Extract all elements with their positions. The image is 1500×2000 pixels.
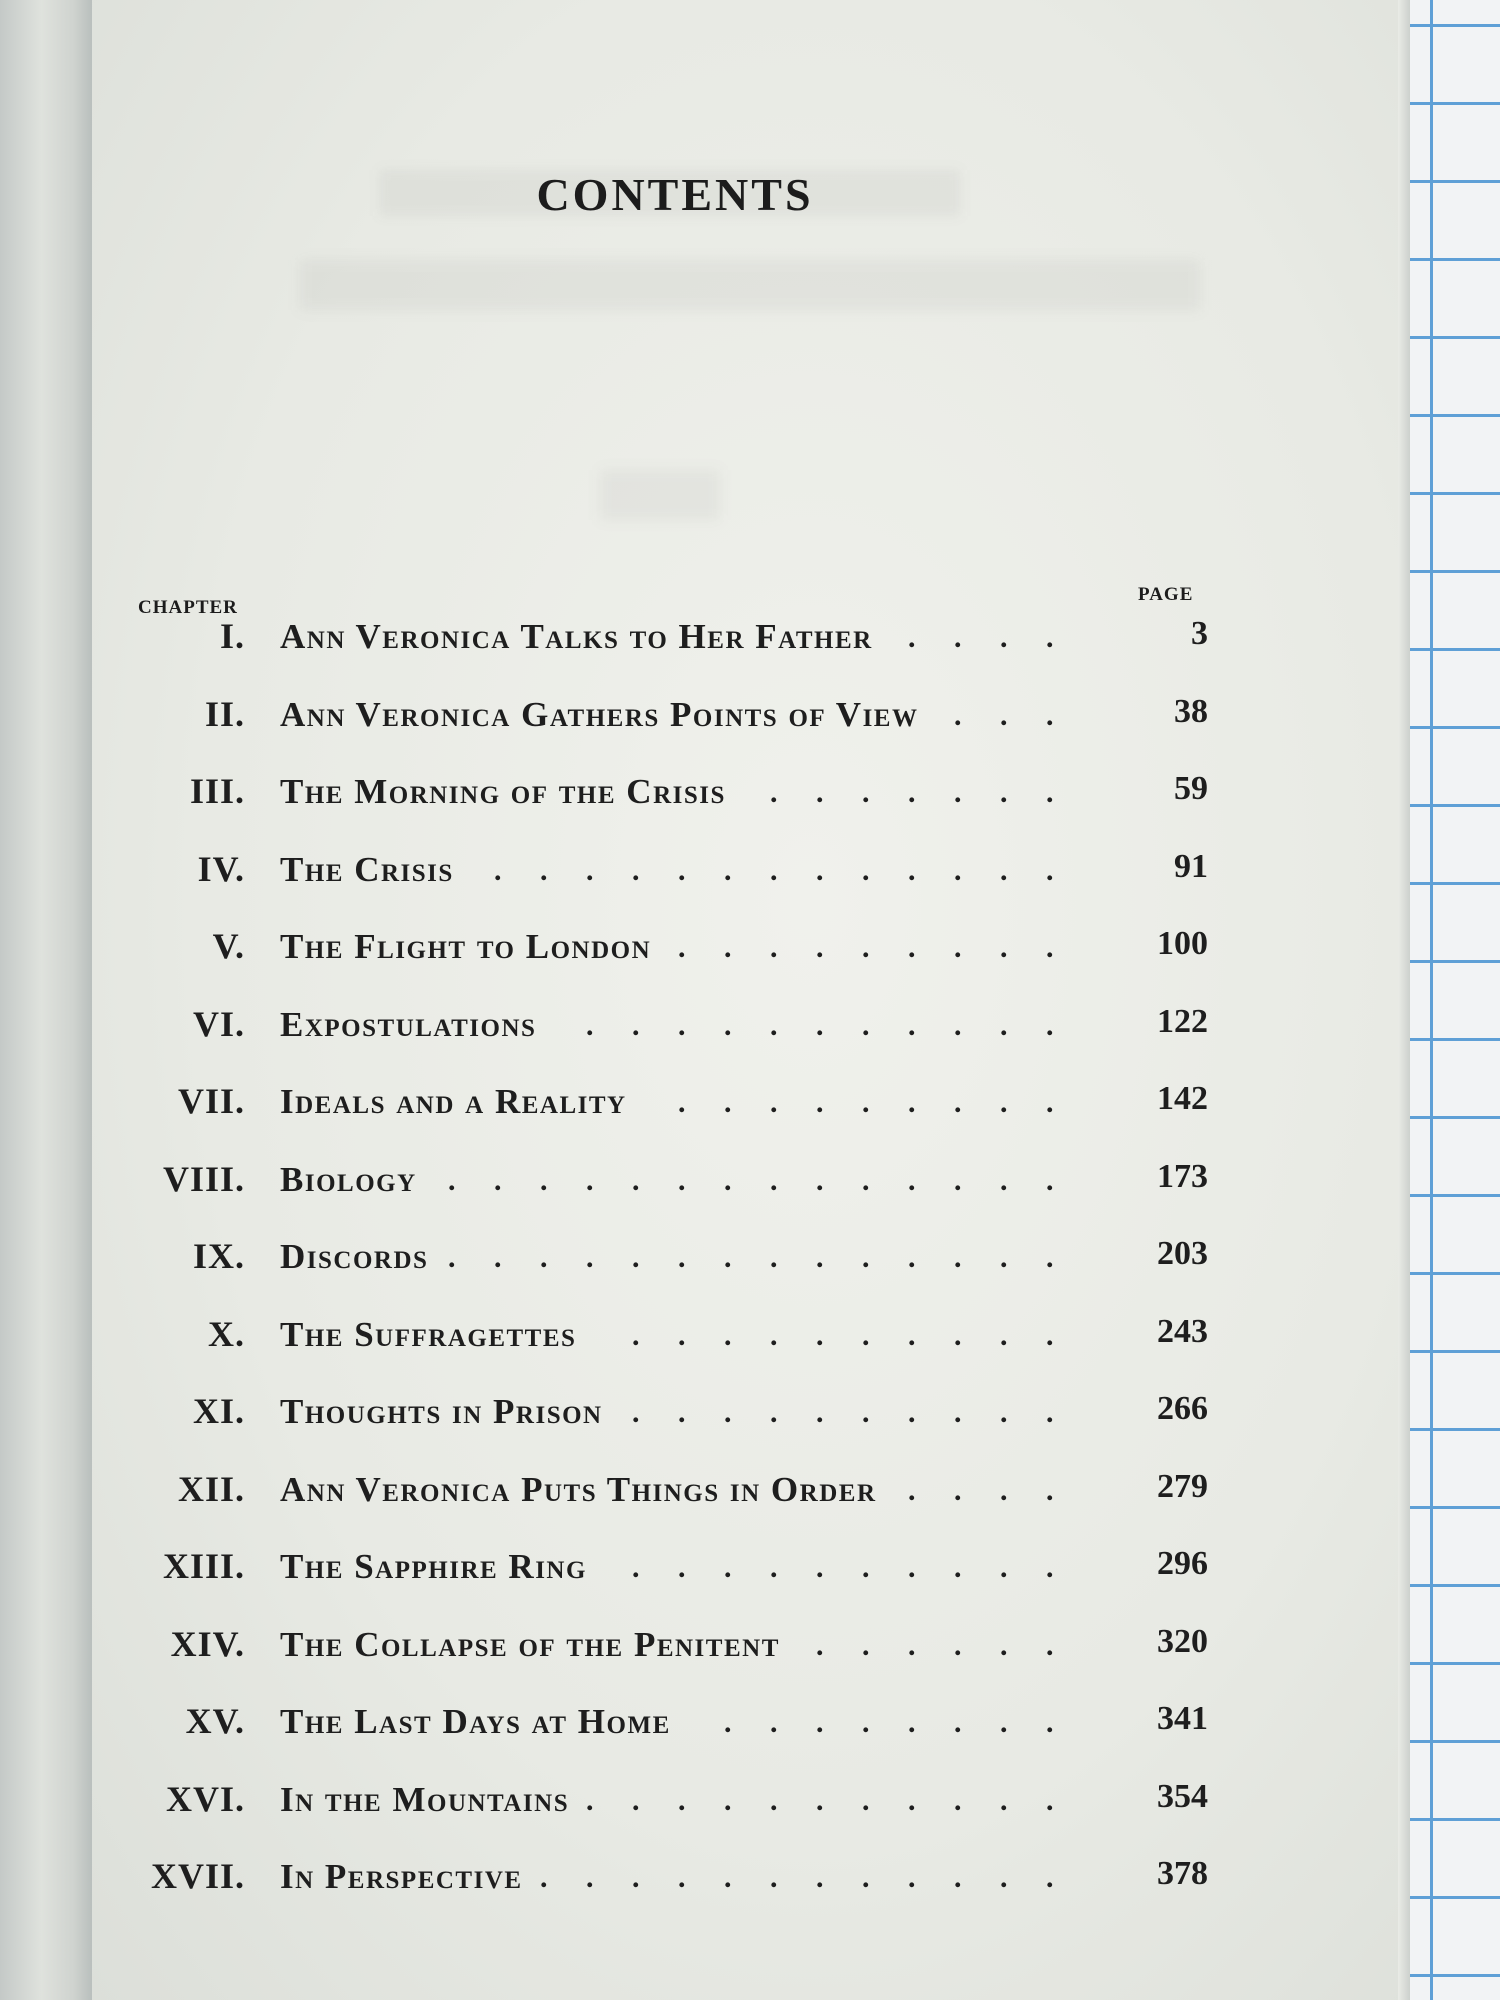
dot-leader: . . . . . . . . . — [678, 931, 1054, 964]
chapter-page-number: 320 — [1157, 1622, 1208, 1660]
dot-leader: . . . . . . . . . . . . . — [494, 853, 1054, 887]
toc-entry — [0, 925, 1500, 1003]
table-of-contents — [0, 615, 1500, 1933]
toc-entry — [0, 1778, 1500, 1856]
contents-heading: CONTENTS — [536, 169, 814, 220]
dot-leader: . . . . . . — [816, 1628, 1054, 1662]
chapter-numeral: XVI. — [165, 1778, 245, 1819]
dot-leader: . . . . . . . . . . . . — [540, 1861, 1054, 1894]
chapter-title: Expostulations — [280, 1004, 537, 1044]
chapter-page-number: 142 — [1157, 1080, 1208, 1117]
toc-entry — [0, 1080, 1500, 1158]
chapter-page-number: 243 — [1157, 1312, 1208, 1350]
chapter-numeral: VI. — [192, 1003, 245, 1044]
chapter-numeral: XVII. — [150, 1856, 245, 1896]
chapter-page-number: 279 — [1157, 1467, 1208, 1505]
chapter-page-number: 354 — [1157, 1777, 1208, 1815]
toc-entry — [0, 1855, 1500, 1933]
chapter-title: Discords — [280, 1237, 429, 1276]
chapter-page-number: 266 — [1157, 1390, 1208, 1427]
chapter-numeral: XIII. — [162, 1546, 245, 1586]
chapter-column-header: CHAPTER — [138, 597, 238, 618]
toc-entry — [0, 1545, 1500, 1623]
chapter-title: In Perspective — [280, 1857, 523, 1896]
chapter-numeral: III. — [189, 771, 245, 811]
chapter-title: Ideals and a Reality — [280, 1082, 627, 1121]
dot-leader: . . . . . . . . . . — [632, 1551, 1054, 1584]
toc-entry — [0, 1158, 1500, 1236]
dot-leader: . . . . — [908, 1473, 1054, 1507]
chapter-title: The Morning of the Crisis — [280, 772, 726, 811]
toc-entry — [0, 693, 1500, 771]
chapter-title: Ann Veronica Gathers Points of View — [280, 694, 919, 734]
toc-entry — [0, 1700, 1500, 1778]
dot-leader: . . . — [954, 698, 1054, 732]
chapter-page-number: 59 — [1174, 770, 1208, 807]
chapter-title: The Last Days at Home — [280, 1702, 671, 1741]
chapter-title: Biology — [280, 1159, 417, 1199]
toc-entry — [0, 1390, 1500, 1468]
dot-leader: . . . . . . . . . . . — [586, 1783, 1054, 1817]
dot-leader: . . . . . . . . . . . . . . — [448, 1163, 1054, 1197]
toc-entry — [0, 848, 1500, 926]
chapter-page-number: 122 — [1157, 1002, 1208, 1040]
chapter-numeral: I. — [219, 616, 245, 656]
chapter-numeral: VII. — [177, 1081, 245, 1121]
dot-leader: . . . . . . . . . . . — [586, 1008, 1054, 1042]
chapter-title: Ann Veronica Puts Things in Order — [280, 1469, 877, 1509]
dot-leader: . . . . . . . — [770, 776, 1054, 809]
chapter-page-number: 341 — [1157, 1700, 1208, 1737]
dot-leader: . . . . . . . . . . . . . . — [448, 1241, 1054, 1274]
chapter-title: The Crisis — [280, 849, 454, 889]
dot-leader: . . . . — [908, 621, 1054, 654]
toc-entry — [0, 1313, 1500, 1391]
chapter-title: The Collapse of the Penitent — [280, 1624, 780, 1664]
toc-entry — [0, 1003, 1500, 1081]
toc-entry — [0, 1235, 1500, 1313]
chapter-title: The Sapphire Ring — [280, 1547, 587, 1586]
chapter-title: The Flight to London — [280, 927, 652, 966]
chapter-numeral: IV. — [197, 848, 245, 889]
chapter-title: The Suffragettes — [280, 1314, 577, 1354]
chapter-numeral: XV. — [185, 1701, 245, 1741]
chapter-title: In the Mountains — [280, 1779, 570, 1819]
chapter-numeral: V. — [212, 926, 245, 966]
toc-entry — [0, 1468, 1500, 1546]
chapter-numeral: X. — [208, 1313, 245, 1354]
chapter-page-number: 378 — [1157, 1855, 1208, 1892]
dot-leader: . . . . . . . . . — [678, 1086, 1054, 1119]
chapter-page-number: 38 — [1174, 692, 1208, 730]
chapter-title: Thoughts in Prison — [280, 1392, 603, 1431]
toc-entry — [0, 770, 1500, 848]
toc-entry — [0, 615, 1500, 693]
chapter-page-number: 100 — [1157, 925, 1208, 962]
chapter-page-number: 173 — [1157, 1157, 1208, 1195]
chapter-numeral: VIII. — [162, 1158, 245, 1199]
dot-leader: . . . . . . . . . . — [632, 1396, 1054, 1429]
toc-entry — [0, 1623, 1500, 1701]
chapter-numeral: XI. — [192, 1391, 245, 1431]
chapter-numeral: XII. — [177, 1468, 245, 1509]
chapter-page-number: 3 — [1191, 615, 1208, 652]
chapter-page-number: 91 — [1174, 847, 1208, 885]
chapter-page-number: 203 — [1157, 1235, 1208, 1272]
chapter-title: Ann Veronica Talks to Her Father — [280, 617, 873, 656]
page-column-header: PAGE — [1138, 584, 1194, 605]
chapter-numeral: XIV. — [170, 1623, 245, 1664]
dot-leader: . . . . . . . . . . — [632, 1318, 1054, 1352]
chapter-page-number: 296 — [1157, 1545, 1208, 1582]
chapter-numeral: II. — [204, 693, 245, 734]
chapter-numeral: IX. — [192, 1236, 245, 1276]
dot-leader: . . . . . . . . — [724, 1706, 1054, 1739]
